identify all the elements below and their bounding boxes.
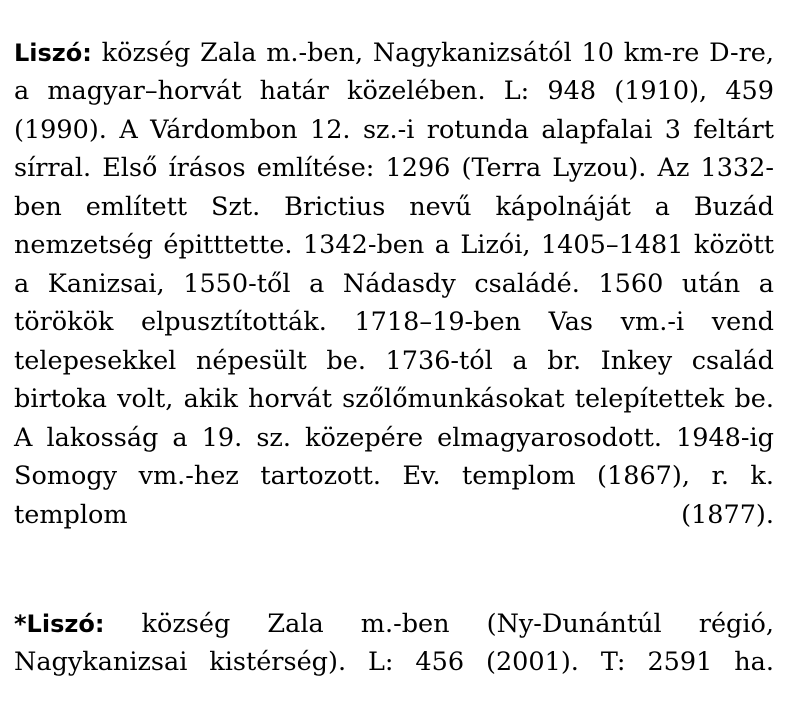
entry-headword: Liszó: bbox=[14, 39, 92, 67]
dictionary-entry bbox=[14, 34, 774, 573]
dictionary-entry bbox=[14, 605, 774, 720]
entry-headword: *Liszó: bbox=[14, 610, 104, 638]
entry-body: község Zala m.-ben (Ny-Dunántúl régió, Nagykanizsai kistérség). L: 456 (2001). T: 2591 ha. bbox=[14, 609, 774, 678]
entry-body: község Zala m.-ben, Nagykanizsától 10 km-re D-re, a magyar–horvát határ közelében. L: 948 (1910), 459 (1990). A Várdombon 12. sz.-i rotunda alapfalai 3 feltárt sírral. Első írásos említése: 1296 (Terra Lyzou). Az 1332-ben említett Szt. Brictius nevű kápolnáját a Buzád nemzetség épitttette. 1342-ben a Lizói, 1405–1481 között a Kanizsai, 1550-től a Nádasdy családé. 1560 után a törökök elpusztították. 1718–19-ben Vas vm.-i vend telepesekkel népesült be. 1736-tól a br. Inkey család birtoka volt, akik horvát szőlőmunkásokat telepítettek be. A lakosság a 19. sz. közepére elmagyarosodott. 1948-ig Somogy vm.-hez tartozott. Ev. templom (1867), r. k. templom (1877). bbox=[14, 38, 774, 530]
